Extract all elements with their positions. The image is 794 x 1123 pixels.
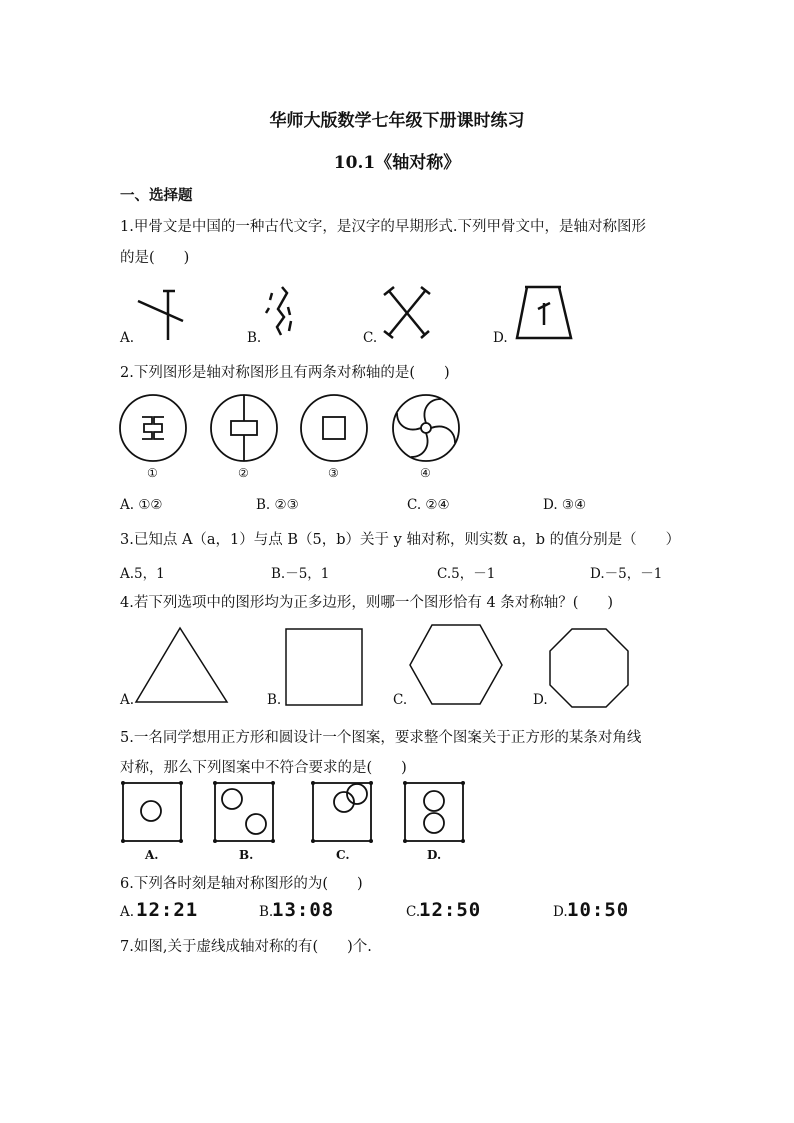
q1-figure-c (383, 283, 433, 343)
q5-figure-d (402, 780, 466, 844)
q1-figure-b (262, 283, 302, 343)
q4-option-c[interactable]: C. (393, 692, 408, 708)
q6-option-b[interactable]: B. (259, 904, 274, 920)
q1-option-a[interactable]: A. (120, 330, 135, 346)
q6-option-a[interactable]: A. (120, 904, 135, 920)
q7-text: 7.如图,关于虚线成轴对称的有( )个. (120, 939, 372, 955)
q6-time-b: 13:08 (272, 899, 335, 921)
q6-time-d: 10:50 (567, 899, 630, 921)
q4-text: 4.若下列选项中的图形均为正多边形，则哪一个图形恰有 4 条对称轴？( ) (120, 595, 614, 611)
q1-option-c[interactable]: C. (363, 330, 378, 346)
q5-option-c[interactable]: C. (336, 848, 350, 862)
q3-option-c[interactable]: C.5，－1 (437, 566, 496, 582)
q2-figure-2 (209, 393, 279, 463)
q2-fig-label-3: ③ (328, 466, 339, 480)
q5-option-a[interactable]: A. (145, 848, 159, 862)
q1-text-line1: 1.甲骨文是中国的一种古代文字，是汉字的早期形式.下列甲骨文中，是轴对称图形 (120, 219, 646, 235)
q4-option-d[interactable]: D. (533, 692, 548, 708)
q4-octagon (548, 627, 630, 709)
q3-option-a[interactable]: A.5，1 (120, 566, 165, 582)
q4-square (284, 628, 364, 708)
section-heading: 一、选择题 (120, 187, 193, 204)
q2-option-c[interactable]: C. ②④ (407, 497, 450, 513)
q1-option-b[interactable]: B. (247, 330, 262, 346)
q2-figure-4 (391, 393, 461, 463)
q1-text-line2: 的是( ) (120, 250, 190, 266)
q2-option-b[interactable]: B. ②③ (256, 497, 299, 513)
page-title: 华师大版数学七年级下册课时练习 (269, 111, 525, 131)
q6-option-c[interactable]: C. (406, 904, 421, 920)
q2-fig-label-4: ④ (420, 466, 431, 480)
q4-option-a[interactable]: A. (120, 692, 135, 708)
q6-time-a: 12:21 (136, 899, 199, 921)
q5-figure-a (120, 780, 184, 844)
q4-option-b[interactable]: B. (267, 692, 282, 708)
q5-option-d[interactable]: D. (427, 848, 442, 862)
q2-text: 2.下列图形是轴对称图形且有两条对称轴的是( ) (120, 365, 450, 381)
q4-hexagon (408, 623, 504, 707)
q5-figure-c (310, 780, 374, 844)
q5-figure-b (212, 780, 276, 844)
q3-option-d[interactable]: D.－5，－1 (590, 566, 663, 582)
q6-option-d[interactable]: D. (553, 904, 568, 920)
q3-text: 3.已知点 A（a，1）与点 B（5，b）关于 y 轴对称，则实数 a，b 的值分别是（ ） (120, 532, 681, 548)
q2-figure-1 (118, 393, 188, 463)
q4-triangle (134, 626, 230, 706)
q1-figure-a (135, 285, 195, 345)
q1-option-d[interactable]: D. (493, 330, 508, 346)
q2-figure-3 (299, 393, 369, 463)
q5-text-line1: 5.一名同学想用正方形和圆设计一个图案，要求整个图案关于正方形的某条对角线 (120, 730, 642, 746)
q2-option-d[interactable]: D. ③④ (543, 497, 587, 513)
q3-option-b[interactable]: B.－5，1 (271, 566, 330, 582)
q2-option-a[interactable]: A. ①② (120, 497, 163, 513)
q6-time-c: 12:50 (419, 899, 482, 921)
q5-option-b[interactable]: B. (239, 848, 254, 862)
q1-figure-d (515, 283, 575, 343)
q6-text: 6.下列各时刻是轴对称图形的为( ) (120, 876, 363, 892)
q2-fig-label-1: ① (147, 466, 158, 480)
page-subtitle: 10.1《轴对称》 (333, 153, 461, 173)
q2-fig-label-2: ② (238, 466, 249, 480)
q5-text-line2: 对称，那么下列图案中不符合要求的是( ) (120, 760, 407, 776)
